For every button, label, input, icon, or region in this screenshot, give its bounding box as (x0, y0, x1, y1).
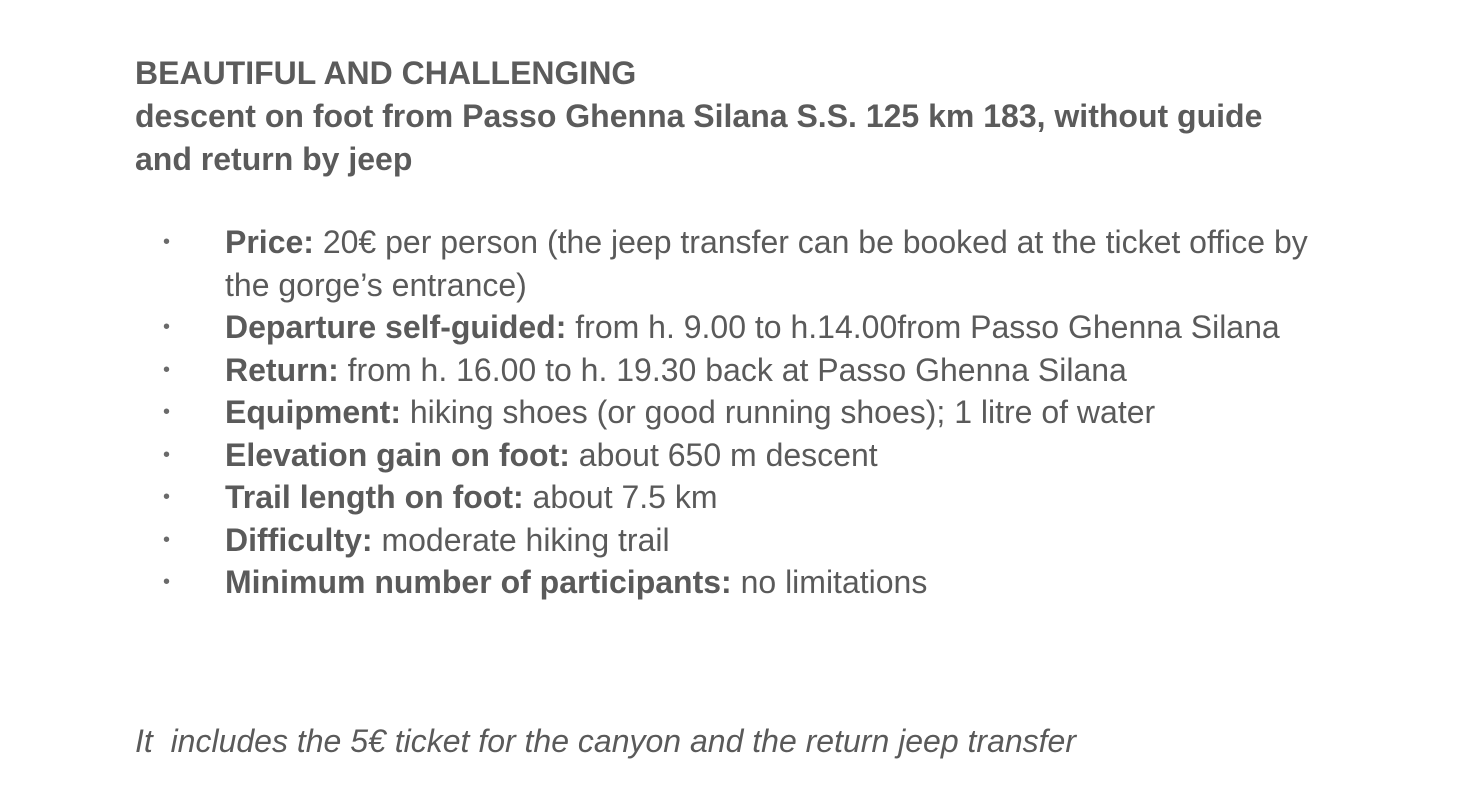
item-value: about 7.5 km (523, 479, 718, 515)
bullet-icon: • (163, 358, 171, 381)
list-item-trail-length (135, 476, 1315, 519)
bullet-icon: • (163, 231, 171, 253)
item-value: from h. 9.00 to h.14.00from Passo Ghenna Silana (566, 309, 1280, 345)
item-label: Equipment: (225, 394, 401, 430)
list-item-price (135, 221, 1315, 306)
heading-title: BEAUTIFUL AND CHALLENGING (135, 55, 637, 91)
details-list (135, 221, 1315, 604)
bullet-icon: • (163, 528, 171, 551)
item-label: Trail length on foot: (225, 479, 524, 515)
page-heading (135, 52, 1295, 181)
heading-subtitle: descent on foot from Passo Ghenna Silana S.S. 125 km 183, without guide and return by jeep (135, 98, 1263, 177)
list-item-return (135, 349, 1315, 392)
bullet-icon: • (163, 401, 171, 423)
item-label: Minimum number of participants: (225, 564, 732, 600)
item-label: Difficulty: (225, 521, 373, 558)
bullet-icon: • (163, 571, 171, 593)
item-label: Price: (225, 224, 314, 260)
item-value: from h. 16.00 to h. 19.30 back at Passo Ghenna Silana (338, 351, 1127, 388)
item-value: no limitations (731, 564, 928, 600)
bullet-icon: • (163, 316, 171, 338)
item-value: hiking shoes (or good running shoes); 1 litre of water (400, 394, 1156, 430)
item-value: moderate hiking trail (372, 521, 670, 558)
item-value: about 650 m descent (569, 436, 878, 473)
item-label: Return: (225, 351, 339, 388)
bullet-icon: • (163, 486, 171, 508)
list-item-departure (135, 306, 1315, 349)
bullet-icon: • (163, 443, 171, 466)
list-item-difficulty (135, 519, 1315, 562)
item-label: Departure self-guided: (225, 309, 567, 345)
item-label: Elevation gain on foot: (225, 436, 570, 473)
document-page (135, 52, 1435, 759)
item-value: 20€ per person (the jeep transfer can be booked at the ticket office by the gorge’s entrance) (225, 224, 1308, 303)
footnote: It includes the 5€ ticket for the canyon and the return jeep transfer (135, 723, 1076, 759)
list-item-elevation (135, 434, 1315, 477)
list-item-participants (135, 561, 1315, 604)
list-item-equipment (135, 391, 1315, 434)
